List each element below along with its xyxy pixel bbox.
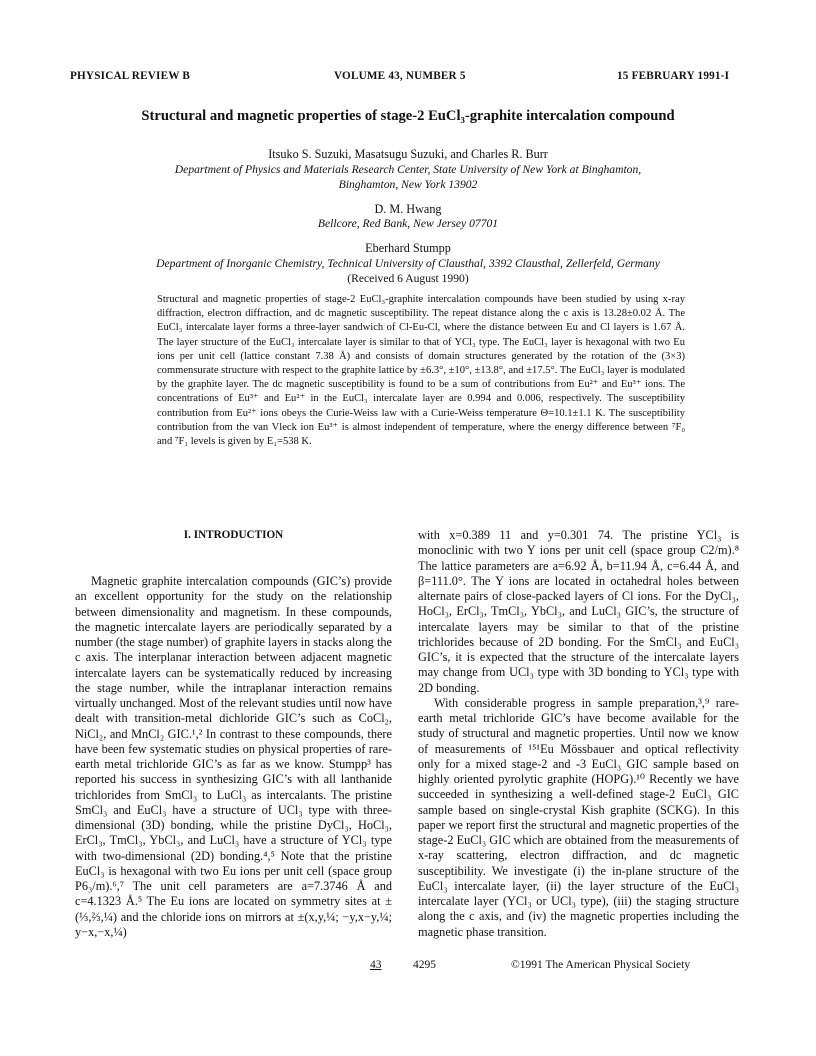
journal-name: PHYSICAL REVIEW B: [70, 70, 191, 82]
footer-volume: 43: [370, 959, 382, 971]
volume-number: VOLUME 43, NUMBER 5: [334, 70, 466, 82]
author-list-3: Eberhard Stumpp: [365, 241, 451, 255]
paper-title: Structural and magnetic properties of stage-2 EuCl₃-graphite intercalation compound: [141, 108, 675, 124]
received-date: (Received 6 August 1990): [347, 272, 469, 285]
left-column: [75, 528, 392, 940]
footer-copyright: ©1991 The American Physical Society: [511, 959, 691, 971]
affiliation-1-address: Binghamton, New York 13902: [338, 178, 478, 191]
section-heading: I. INTRODUCTION: [183, 529, 284, 541]
affiliation-3: Department of Inorganic Chemistry, Technical University of Clausthal, 3392 Clausthal, Zellerfeld, Germany: [156, 257, 660, 270]
right-column: [418, 528, 739, 940]
footer-page-number: 4295: [413, 959, 436, 971]
issue-date: 15 FEBRUARY 1991-I: [617, 70, 730, 82]
abstract: Structural and magnetic properties of stage-2 EuCl₃-graphite intercalation compounds have been studied by using x-ray diffraction, electron diffraction, and dc magnetic susceptibility. The repeat distance along the c axis is 13.28±0.02 Å. The EuCl₃ intercalate layer forms a three-layer sandwich of Cl-Eu-Cl, where the distance between Eu and Cl layers is 1.67 Å. The layer structure of the EuCl₃ intercalate layer is similar to that of YCl₃ type. The EuCl₃ layer is hexagonal with two Eu ions per unit cell (lattice constant 7.38 Å) and consists of domain structures generated by the rotation of the (3×3) commensurate structure with respect to the graphite lattice by ±6.3°, ±10°, ±13.8°, and ±17.5°. The EuCl₃ layer is modulated by the graphite layer. The dc magnetic susceptibility is found to be a sum of contributions from Eu²⁺ and Eu³⁺ ions. The concentrations of Eu³⁺ and Eu²⁺ in the EuCl₃ intercalate layer are 0.994 and 0.006, respectively. The susceptibility contribution from Eu²⁺ ions obeys the Curie-Weiss law with a Curie-Weiss temperature Θ=10.1±1.1 K. The susceptibility contribution from the van Vleck ion Eu³⁺ is almost independent of temperature, where the energy difference between ⁷F₀ and ⁷F₁ levels is given by E₁=538 K.: [157, 294, 685, 448]
intro-paragraph-2: with x=0.389 11 and y=0.301 74. The pristine YCl₃ is monoclinic with two Y ions per unit cell (space group C2/m).⁸ The lattice parameters are a=6.92 Å, b=11.94 Å, c=6.44 Å, and β=111.0°. The Y ions are located in octahedral holes between alternate pairs of close-packed layers of Cl ions. For the DyCl₃, HoCl₃, ErCl₃, TmCl₃, YbCl₃, and LuCl₃ GIC’s, the structure of intercalate layers may be similar to that of the pristine trichlorides because of 2D bonding. For the SmCl₃ and EuCl₃ GIC’s, it is expected that the structure of the intercalate layers may change from UCl₃ type with 3D bonding to YCl₃ type with 2D bonding.: [418, 528, 739, 695]
author-list-1: Itsuko S. Suzuki, Masatsugu Suzuki, and Charles R. Burr: [268, 147, 548, 161]
intro-paragraph-1: Magnetic graphite intercalation compounds (GIC’s) provide an excellent opportunity for the study on the relationship between dimensionality and magnetism. In these compounds, the magnetic intercalate layers are periodically separated by a number (the stage number) of graphite layers in stacks along the c axis. The interplanar interaction between adjacent magnetic intercalate layers can be systematically reduced by increasing the stage number, while the intraplanar interaction remains virtually unchanged. Most of the relevant studies until now have dealt with transition-metal dichloride GIC’s such as CoCl₂, NiCl₂, and MnCl₂ GIC.¹,² In contrast to these compounds, there have been few systematic studies on physical properties of rare-earth metal trichloride GIC’s as far as we know. Stumpp³ has reported his success in synthesizing GIC’s with all lanthanide trichlorides from SmCl₃ to LuCl₃ as intercalants. The pristine SmCl₃ and EuCl₃ have a structure of UCl₃ type with three-dimensional (3D) bonding, while the pristine DyCl₃, HoCl₃, ErCl₃, TmCl₃, YbCl₃, and LuCl₃ have a structure of YCl₃ type with two-dimensional (2D) bonding.⁴,⁵ Note that the pristine EuCl₃ is hexagonal with two Eu ions per unit cell (space group P6₃/m).⁶,⁷ The unit cell parameters are a=7.3746 Å and c=4.1323 Å.⁵ The Eu ions are located on symmetry sites at ±(⅓,⅔,¼) and the chloride ions on mirrors at ±(x,y,¼; −y,x−y,¼; y−x,−x,¼): [75, 574, 392, 939]
intro-paragraph-3: With considerable progress in sample preparation,³,⁹ rare-earth metal trichloride GIC’s have become available for the study of structural and magnetic properties. Until now we know of measurements of ¹⁵¹Eu Mössbauer and optical reflectivity only for a mixed stage-2 and -3 EuCl₃ GIC sample based on highly oriented pyrolytic graphite (HOPG).¹⁰ Recently we have succeeded in synthesizing a well-defined stage-2 EuCl₃ GIC sample based on single-crystal Kish graphite (SCKG). In this paper we report first the structural and magnetic properties of the stage-2 EuCl₃ GIC which are obtained from the measurements of x-ray scattering, electron diffraction, and dc magnetic susceptibility. We investigate (i) the in-plane structure of the EuCl₃ intercalate layer, (ii) the layer structure of the EuCl₃ intercalate layer (YCl₃ or UCl₃ type), (iii) the staging structure along the c axis, and (iv) the magnetic properties including the magnetic phase transition.: [418, 695, 739, 939]
affiliation-2: Bellcore, Red Bank, New Jersey 07701: [317, 217, 499, 230]
author-list-2: D. M. Hwang: [374, 202, 442, 216]
affiliation-1: Department of Physics and Materials Research Center, State University of New York at Binghamton,: [174, 163, 642, 176]
